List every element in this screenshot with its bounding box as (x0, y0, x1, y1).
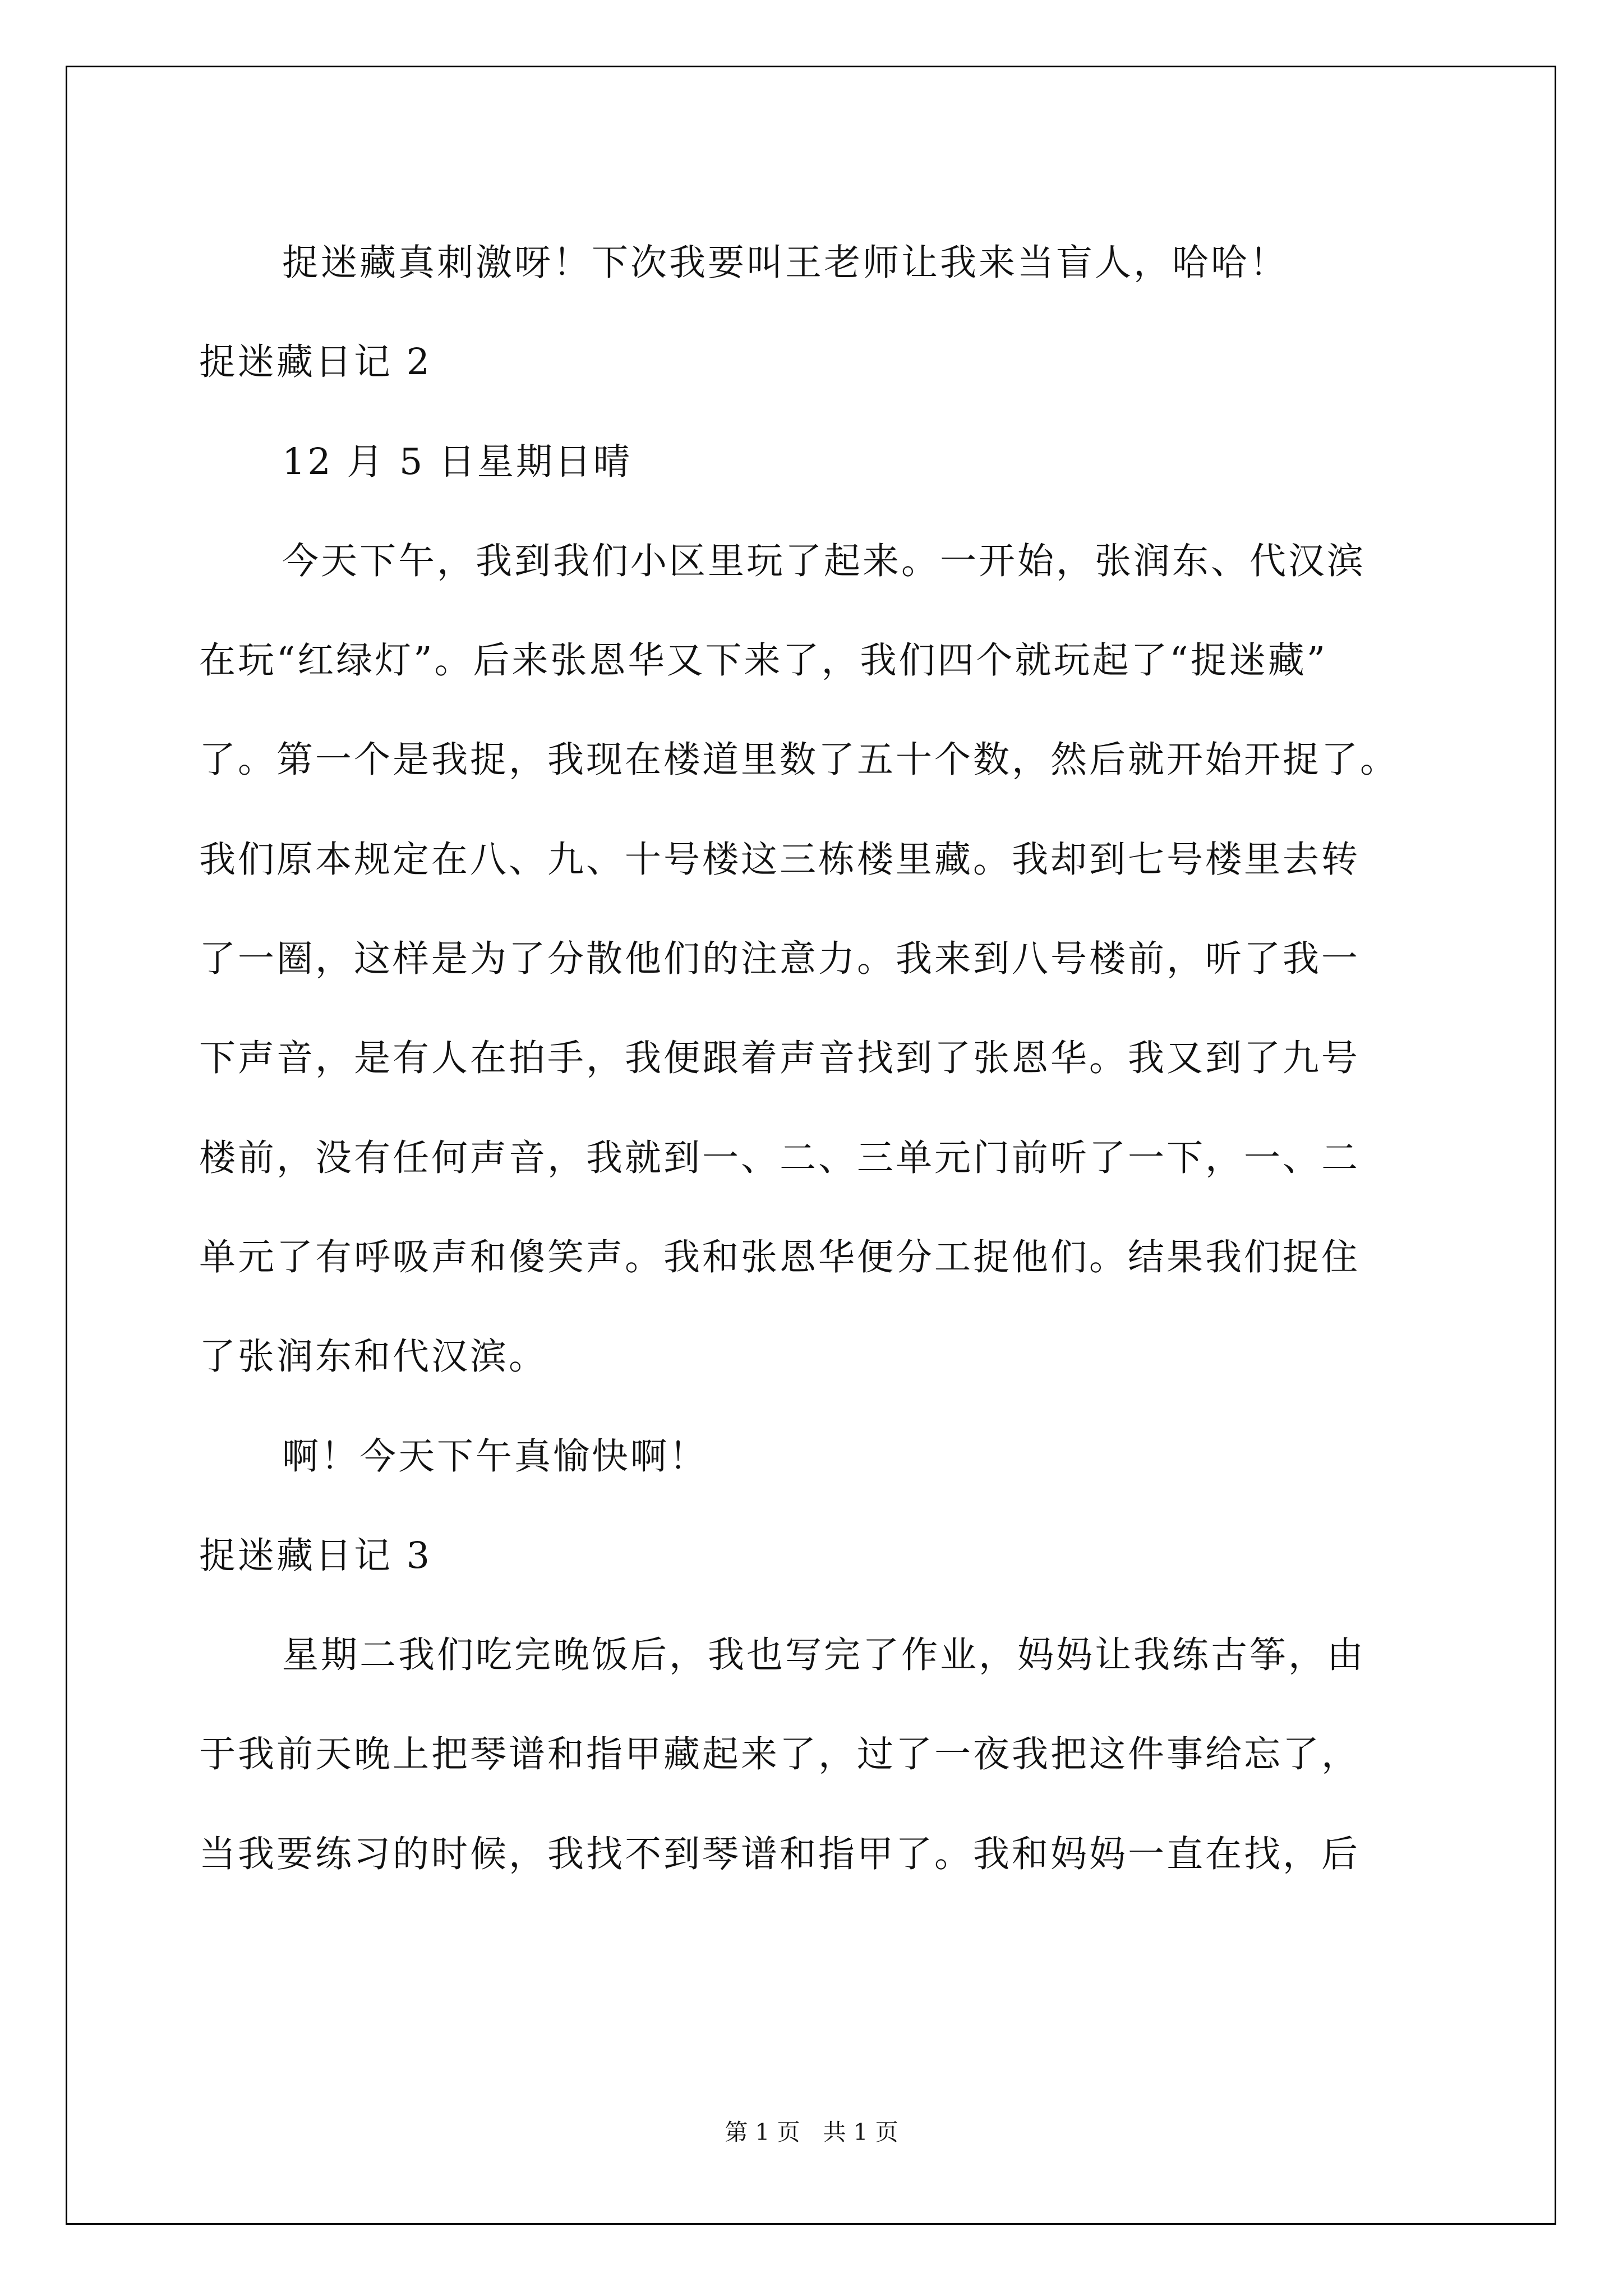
paragraph-line: 了张润东和代汉滨。 (199, 1336, 548, 1378)
paragraph-line: 啊！今天下午真愉快啊！ (282, 1435, 708, 1478)
paragraph-line: 了。第一个是我捉，我现在楼道里数了五十个数，然后就开始开捉了。 (199, 739, 1399, 781)
paragraph-line: 下声音，是有人在拍手，我便跟着声音找到了张恩华。我又到了九号 (199, 1037, 1361, 1080)
date-line: 12 月 5 日星期日晴 (282, 440, 633, 483)
document-body (199, 213, 1478, 1904)
paragraph-line: 于我前天晚上把琴谱和指甲藏起来了，过了一夜我把这件事给忘了， (199, 1733, 1361, 1776)
paragraph-line: 在玩“红绿灯”。后来张恩华又下来了，我们四个就玩起了“捉迷藏” (199, 639, 1327, 682)
section-heading: 捉迷藏日记 2 (199, 341, 432, 384)
paragraph-line: 捉迷藏真刺激呀！下次我要叫王老师让我来当盲人，哈哈！ (282, 242, 1289, 284)
page-number: 第 1 页 共 1 页 (725, 2119, 898, 2146)
paragraph-line: 了一圈，这样是为了分散他们的注意力。我来到八号楼前，听了我一 (199, 938, 1361, 981)
paragraph-line: 楼前，没有任何声音，我就到一、二、三单元门前听了一下，一、二 (199, 1137, 1361, 1179)
paragraph-line: 当我要练习的时候，我找不到琴谱和指甲了。我和妈妈一直在找，后 (199, 1833, 1361, 1875)
paragraph-line: 我们原本规定在八、九、十号楼这三栋楼里藏。我却到七号楼里去转 (199, 838, 1361, 881)
paragraph-line: 单元了有呼吸声和傻笑声。我和张恩华便分工捉他们。结果我们捉住 (199, 1236, 1361, 1278)
page-footer (0, 2114, 1623, 2147)
paragraph-line: 星期二我们吃完晚饭后，我也写完了作业，妈妈让我练古筝，由 (282, 1634, 1366, 1677)
paragraph-line: 今天下午，我到我们小区里玩了起来。一开始，张润东、代汉滨 (282, 540, 1366, 582)
section-heading: 捉迷藏日记 3 (199, 1534, 432, 1577)
